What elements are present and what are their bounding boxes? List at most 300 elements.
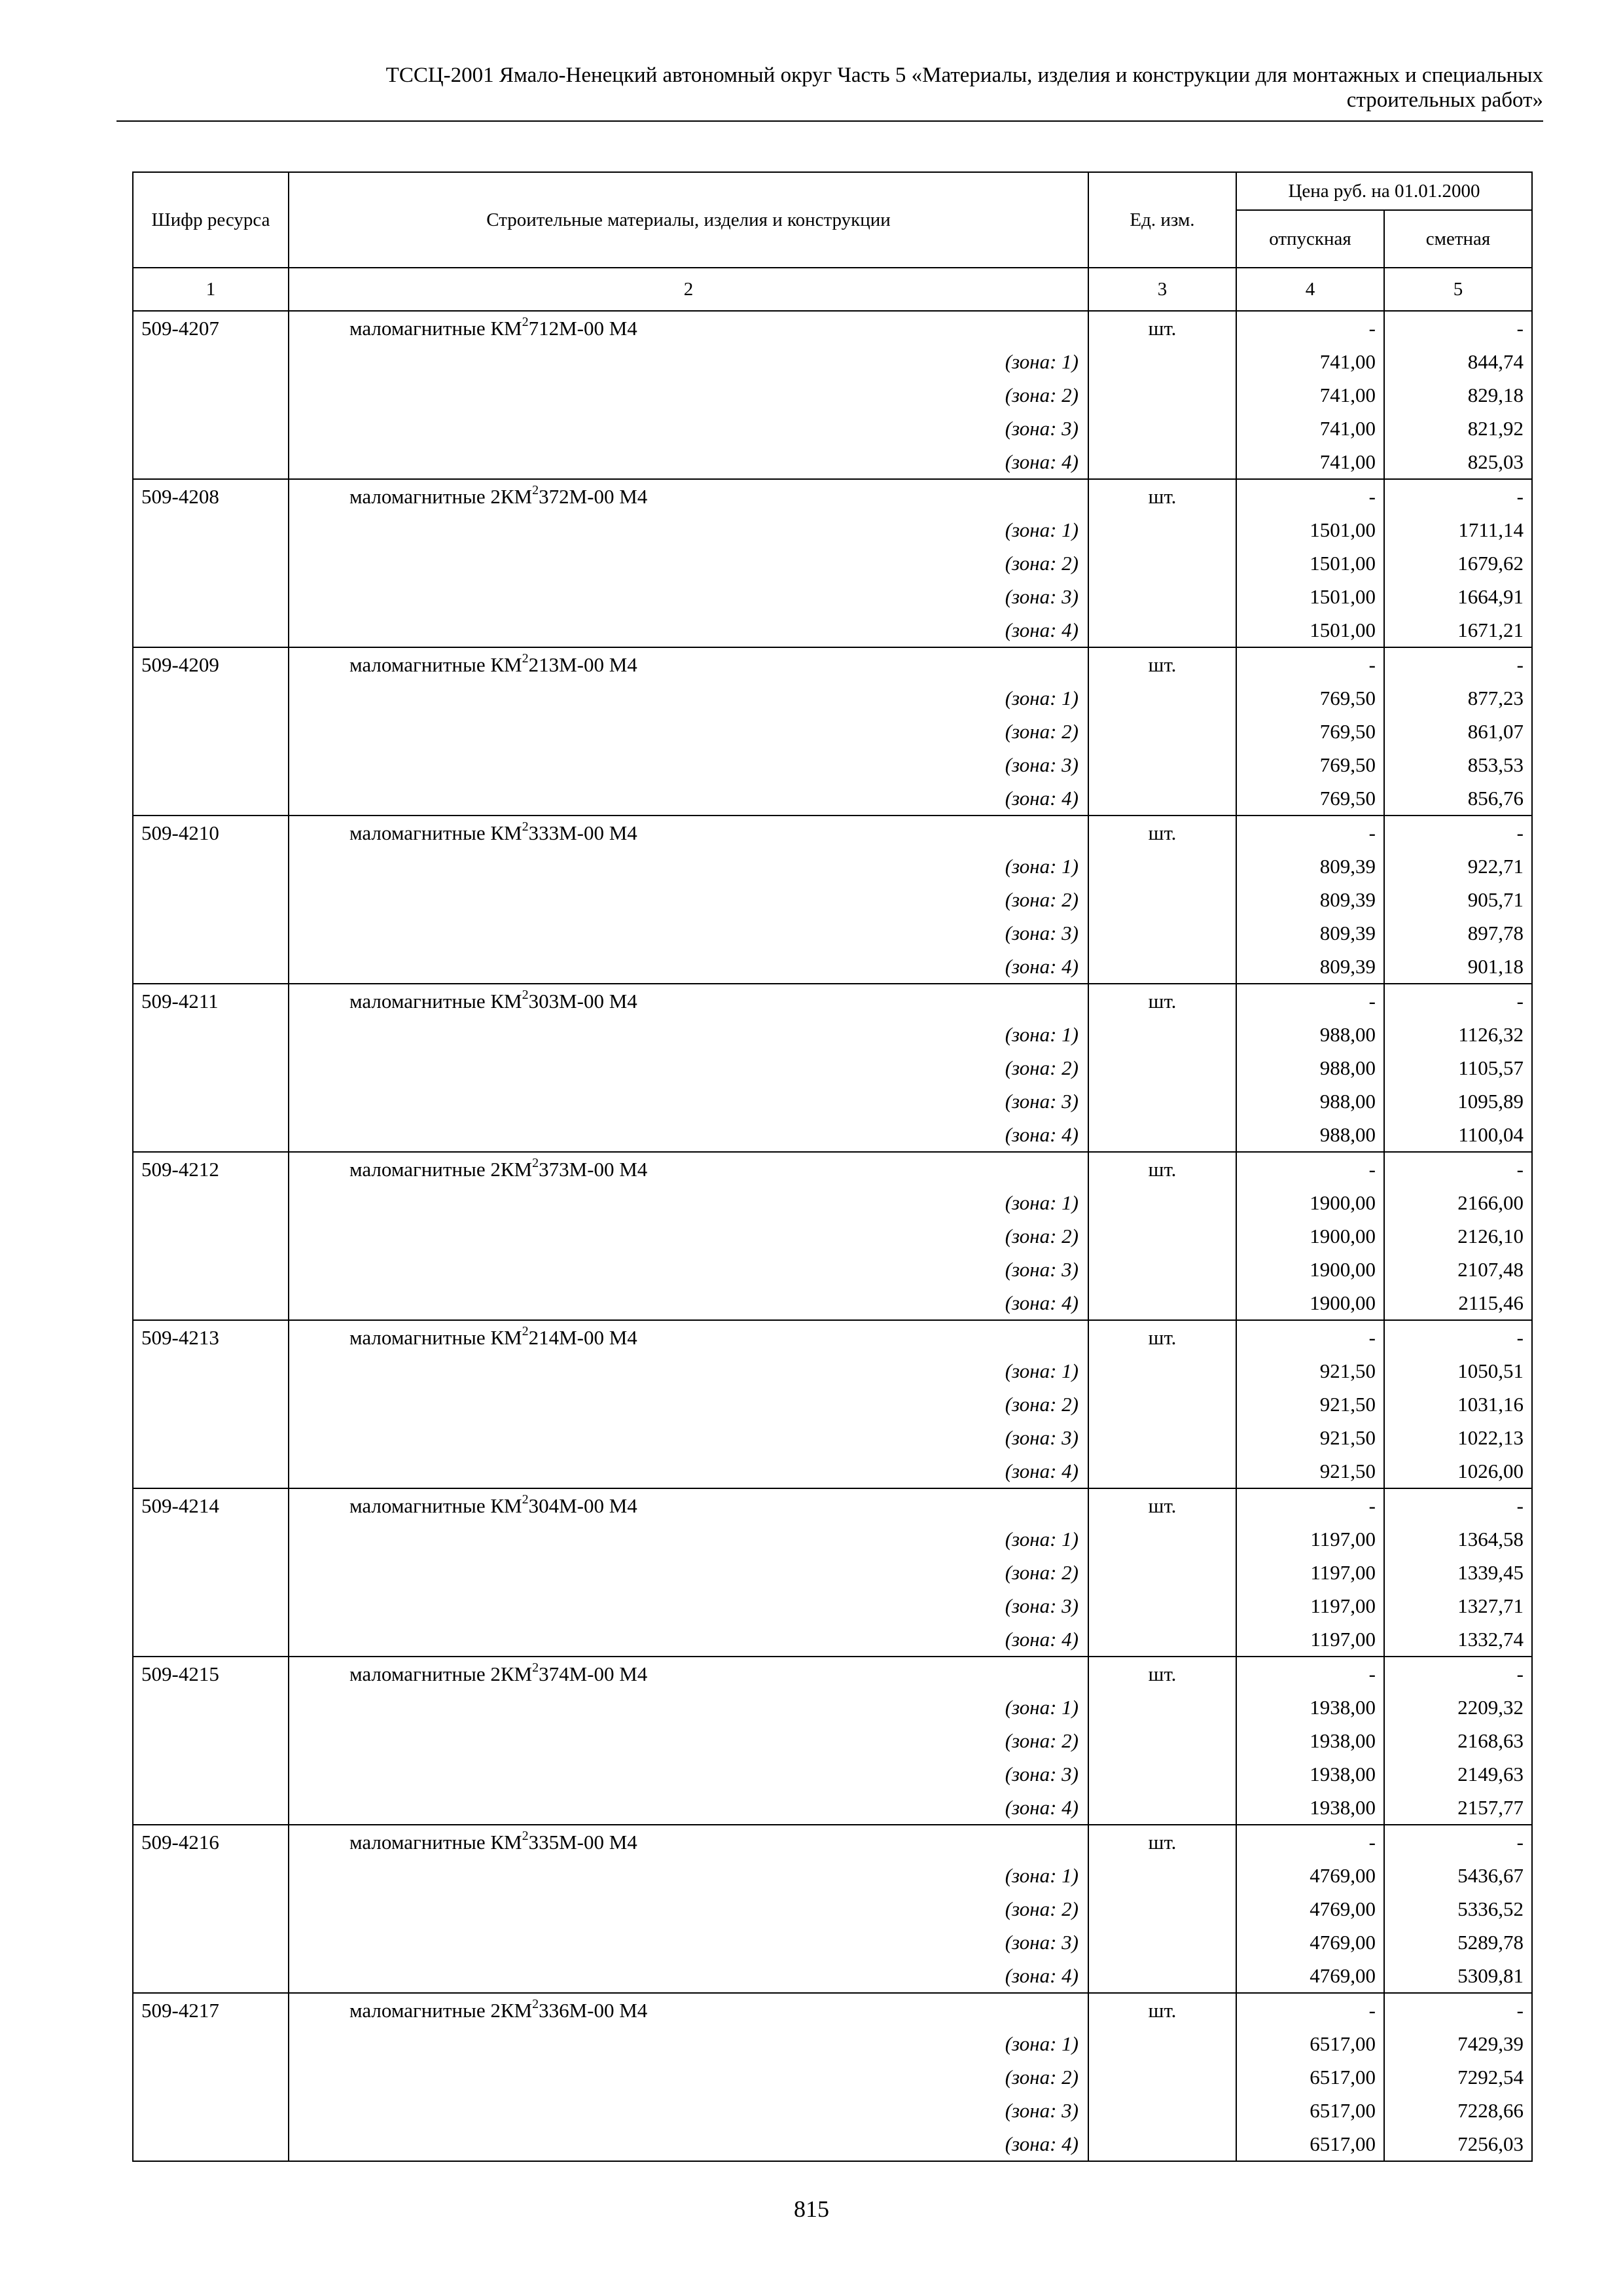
empty-cell (133, 1926, 289, 1959)
empty-cell (1088, 2094, 1236, 2127)
zone-release-price: 1197,00 (1236, 1589, 1384, 1623)
release-price: - (1236, 311, 1384, 345)
zone-estimate-price: 922,71 (1384, 850, 1532, 883)
empty-cell (1088, 580, 1236, 613)
zone-label: (зона: 3) (289, 1421, 1088, 1454)
col-number: 1 (133, 268, 289, 311)
zone-label: (зона: 4) (289, 1791, 1088, 1825)
zone-release-price: 4769,00 (1236, 1959, 1384, 1993)
zone-release-price: 741,00 (1236, 445, 1384, 479)
empty-cell (133, 781, 289, 816)
zone-release-price: 1900,00 (1236, 1286, 1384, 1320)
table-row (133, 1993, 1532, 2027)
item-name (289, 1993, 1088, 2027)
zone-release-price: 4769,00 (1236, 1892, 1384, 1926)
table-body (133, 311, 1532, 2161)
empty-cell (133, 513, 289, 547)
zone-estimate-price: 1679,62 (1384, 547, 1532, 580)
item-name-suffix: 335М-00 М4 (528, 1831, 637, 1854)
col-header-code: Шифр ресурса (133, 172, 289, 268)
zone-label: (зона: 2) (289, 715, 1088, 748)
zone-release-price: 4769,00 (1236, 1859, 1384, 1892)
col-header-unit: Ед. изм. (1088, 172, 1236, 268)
zone-row (133, 445, 1532, 479)
estimate-price: - (1384, 479, 1532, 513)
empty-cell (1088, 513, 1236, 547)
zone-release-price: 921,50 (1236, 1454, 1384, 1488)
empty-cell (133, 1186, 289, 1219)
zone-release-price: 6517,00 (1236, 2094, 1384, 2127)
zone-release-price: 741,00 (1236, 412, 1384, 445)
empty-cell (1088, 950, 1236, 984)
empty-cell (1088, 1421, 1236, 1454)
zone-label: (зона: 4) (289, 1959, 1088, 1993)
zone-label: (зона: 3) (289, 1757, 1088, 1791)
empty-cell (133, 950, 289, 984)
empty-cell (1088, 378, 1236, 412)
item-name (289, 1320, 1088, 1354)
empty-cell (1088, 1219, 1236, 1253)
item-name-superscript: 2 (532, 483, 539, 497)
zone-label: (зона: 2) (289, 1051, 1088, 1085)
item-name-suffix: 712М-00 М4 (528, 317, 637, 340)
table-row (133, 479, 1532, 513)
item-name (289, 479, 1088, 513)
empty-cell (1088, 1892, 1236, 1926)
zone-estimate-price: 2115,46 (1384, 1286, 1532, 1320)
empty-cell (133, 1118, 289, 1152)
zone-release-price: 4769,00 (1236, 1926, 1384, 1959)
empty-cell (133, 345, 289, 378)
unit-cell: шт. (1088, 1152, 1236, 1186)
resource-code: 509-4208 (133, 479, 289, 513)
zone-estimate-price: 5336,52 (1384, 1892, 1532, 1926)
empty-cell (1088, 1454, 1236, 1488)
empty-cell (133, 2127, 289, 2161)
zone-label: (зона: 1) (289, 1859, 1088, 1892)
zone-label: (зона: 1) (289, 2027, 1088, 2060)
zone-label: (зона: 4) (289, 1118, 1088, 1152)
zone-estimate-price: 2157,77 (1384, 1791, 1532, 1825)
empty-cell (1088, 1556, 1236, 1589)
empty-cell (1088, 1018, 1236, 1051)
estimate-price: - (1384, 1657, 1532, 1691)
empty-cell (133, 2027, 289, 2060)
unit-cell: шт. (1088, 1488, 1236, 1522)
empty-cell (133, 547, 289, 580)
item-name-prefix: маломагнитные КМ (349, 317, 522, 340)
empty-cell (1088, 1522, 1236, 1556)
zone-release-price: 1938,00 (1236, 1757, 1384, 1791)
empty-cell (133, 1556, 289, 1589)
zone-estimate-price: 1711,14 (1384, 513, 1532, 547)
estimate-price: - (1384, 816, 1532, 850)
item-name-prefix: маломагнитные КМ (349, 821, 522, 844)
zone-release-price: 1938,00 (1236, 1791, 1384, 1825)
item-name-prefix: маломагнитные КМ (349, 1326, 522, 1349)
zone-label: (зона: 2) (289, 547, 1088, 580)
zone-row (133, 1522, 1532, 1556)
zone-estimate-price: 5436,67 (1384, 1859, 1532, 1892)
zone-estimate-price: 2166,00 (1384, 1186, 1532, 1219)
zone-label: (зона: 1) (289, 513, 1088, 547)
item-name (289, 1825, 1088, 1859)
zone-estimate-price: 821,92 (1384, 412, 1532, 445)
zone-label: (зона: 4) (289, 613, 1088, 647)
table-row (133, 1488, 1532, 1522)
table-row (133, 1152, 1532, 1186)
zone-estimate-price: 2168,63 (1384, 1724, 1532, 1757)
zone-row (133, 412, 1532, 445)
zone-row (133, 1085, 1532, 1118)
zone-row (133, 1926, 1532, 1959)
zone-row (133, 1051, 1532, 1085)
zone-release-price: 769,50 (1236, 715, 1384, 748)
zone-row (133, 748, 1532, 781)
zone-release-price: 769,50 (1236, 748, 1384, 781)
empty-cell (1088, 1286, 1236, 1320)
table-row (133, 647, 1532, 681)
zone-label: (зона: 1) (289, 1186, 1088, 1219)
empty-cell (1088, 1388, 1236, 1421)
zone-estimate-price: 905,71 (1384, 883, 1532, 916)
zone-estimate-price: 1126,32 (1384, 1018, 1532, 1051)
zone-row (133, 1286, 1532, 1320)
empty-cell (1088, 2127, 1236, 2161)
zone-label: (зона: 3) (289, 1589, 1088, 1623)
price-table (132, 171, 1533, 2162)
zone-release-price: 1900,00 (1236, 1186, 1384, 1219)
unit-cell: шт. (1088, 647, 1236, 681)
zone-label: (зона: 1) (289, 1691, 1088, 1724)
zone-row (133, 1589, 1532, 1623)
empty-cell (133, 1691, 289, 1724)
zone-estimate-price: 1105,57 (1384, 1051, 1532, 1085)
unit-cell: шт. (1088, 816, 1236, 850)
zone-release-price: 6517,00 (1236, 2127, 1384, 2161)
zone-row (133, 513, 1532, 547)
empty-cell (133, 2060, 289, 2094)
zone-row (133, 916, 1532, 950)
release-price: - (1236, 1657, 1384, 1691)
resource-code: 509-4215 (133, 1657, 289, 1691)
item-name (289, 1488, 1088, 1522)
table-row (133, 816, 1532, 850)
release-price: - (1236, 816, 1384, 850)
zone-row (133, 378, 1532, 412)
item-name-prefix: маломагнитные 2КМ (349, 485, 533, 508)
zone-label: (зона: 1) (289, 345, 1088, 378)
unit-cell: шт. (1088, 1825, 1236, 1859)
zone-row (133, 1388, 1532, 1421)
empty-cell (1088, 1724, 1236, 1757)
zone-label: (зона: 3) (289, 2094, 1088, 2127)
zone-row (133, 1018, 1532, 1051)
zone-release-price: 769,50 (1236, 681, 1384, 715)
zone-label: (зона: 1) (289, 1354, 1088, 1388)
zone-estimate-price: 829,18 (1384, 378, 1532, 412)
zone-row (133, 345, 1532, 378)
zone-release-price: 988,00 (1236, 1118, 1384, 1152)
zone-label: (зона: 2) (289, 378, 1088, 412)
empty-cell (1088, 1859, 1236, 1892)
page-number: 815 (794, 2196, 829, 2222)
empty-cell (133, 1623, 289, 1657)
unit-cell: шт. (1088, 311, 1236, 345)
empty-cell (133, 1085, 289, 1118)
zone-label: (зона: 2) (289, 883, 1088, 916)
col-number: 5 (1384, 268, 1532, 311)
zone-row (133, 1959, 1532, 1993)
zone-estimate-price: 853,53 (1384, 748, 1532, 781)
zone-estimate-price: 1100,04 (1384, 1118, 1532, 1152)
empty-cell (1088, 2027, 1236, 2060)
zone-label: (зона: 1) (289, 850, 1088, 883)
zone-label: (зона: 4) (289, 1286, 1088, 1320)
zone-release-price: 1197,00 (1236, 1522, 1384, 1556)
zone-estimate-price: 1664,91 (1384, 580, 1532, 613)
header-line-2: строительных работ» (1346, 88, 1543, 112)
zone-release-price: 809,39 (1236, 850, 1384, 883)
zone-estimate-price: 1031,16 (1384, 1388, 1532, 1421)
table-row (133, 1657, 1532, 1691)
zone-release-price: 1197,00 (1236, 1623, 1384, 1657)
zone-row (133, 580, 1532, 613)
empty-cell (1088, 883, 1236, 916)
zone-row (133, 1691, 1532, 1724)
table-row (133, 1825, 1532, 1859)
release-price: - (1236, 984, 1384, 1018)
empty-cell (1088, 1589, 1236, 1623)
zone-label: (зона: 1) (289, 681, 1088, 715)
zone-label: (зона: 4) (289, 2127, 1088, 2161)
zone-estimate-price: 2126,10 (1384, 1219, 1532, 1253)
zone-estimate-price: 825,03 (1384, 445, 1532, 479)
zone-estimate-price: 877,23 (1384, 681, 1532, 715)
zone-label: (зона: 1) (289, 1522, 1088, 1556)
zone-estimate-price: 856,76 (1384, 781, 1532, 816)
estimate-price: - (1384, 1825, 1532, 1859)
empty-cell (133, 1589, 289, 1623)
col-number: 2 (289, 268, 1088, 311)
zone-release-price: 988,00 (1236, 1018, 1384, 1051)
empty-cell (1088, 1791, 1236, 1825)
item-name (289, 647, 1088, 681)
zone-release-price: 741,00 (1236, 378, 1384, 412)
item-name-superscript: 2 (532, 1660, 539, 1675)
zone-label: (зона: 2) (289, 1388, 1088, 1421)
zone-label: (зона: 3) (289, 412, 1088, 445)
empty-cell (133, 1018, 289, 1051)
empty-cell (133, 715, 289, 748)
empty-cell (133, 1757, 289, 1791)
zone-row (133, 1118, 1532, 1152)
zone-label: (зона: 3) (289, 580, 1088, 613)
item-name-suffix: 304М-00 М4 (528, 1494, 637, 1517)
empty-cell (133, 1286, 289, 1320)
zone-row (133, 1421, 1532, 1454)
item-name (289, 984, 1088, 1018)
zone-row (133, 1454, 1532, 1488)
item-name-prefix: маломагнитные 2КМ (349, 1999, 533, 2022)
item-name-superscript: 2 (532, 1997, 539, 2011)
empty-cell (1088, 850, 1236, 883)
zone-label: (зона: 2) (289, 1219, 1088, 1253)
zone-label: (зона: 2) (289, 1556, 1088, 1589)
zone-row (133, 2127, 1532, 2161)
empty-cell (133, 378, 289, 412)
zone-estimate-price: 1339,45 (1384, 1556, 1532, 1589)
item-name-suffix: 372М-00 М4 (539, 485, 648, 508)
item-name-superscript: 2 (522, 1324, 529, 1338)
zone-row (133, 1859, 1532, 1892)
empty-cell (133, 1959, 289, 1993)
zone-estimate-price: 7429,39 (1384, 2027, 1532, 2060)
zone-label: (зона: 3) (289, 1926, 1088, 1959)
item-name-prefix: маломагнитные КМ (349, 1831, 522, 1854)
col-number: 3 (1088, 268, 1236, 311)
item-name-superscript: 2 (532, 1156, 539, 1170)
empty-cell (133, 1724, 289, 1757)
empty-cell (1088, 748, 1236, 781)
zone-label: (зона: 4) (289, 781, 1088, 816)
item-name (289, 311, 1088, 345)
empty-cell (133, 1522, 289, 1556)
table-row (133, 311, 1532, 345)
zone-estimate-price: 5289,78 (1384, 1926, 1532, 1959)
resource-code: 509-4213 (133, 1320, 289, 1354)
estimate-price: - (1384, 1993, 1532, 2027)
zone-release-price: 921,50 (1236, 1421, 1384, 1454)
zone-row (133, 781, 1532, 816)
zone-row (133, 2060, 1532, 2094)
resource-code: 509-4212 (133, 1152, 289, 1186)
empty-cell (1088, 2060, 1236, 2094)
zone-estimate-price: 7228,66 (1384, 2094, 1532, 2127)
resource-code: 509-4210 (133, 816, 289, 850)
zone-estimate-price: 861,07 (1384, 715, 1532, 748)
zone-estimate-price: 7292,54 (1384, 2060, 1532, 2094)
zone-release-price: 1197,00 (1236, 1556, 1384, 1589)
empty-cell (1088, 715, 1236, 748)
empty-cell (133, 1253, 289, 1286)
zone-release-price: 1900,00 (1236, 1219, 1384, 1253)
zone-estimate-price: 5309,81 (1384, 1959, 1532, 1993)
zone-estimate-price: 1026,00 (1384, 1454, 1532, 1488)
empty-cell (1088, 1691, 1236, 1724)
zone-row (133, 850, 1532, 883)
item-name-prefix: маломагнитные 2КМ (349, 1662, 533, 1685)
empty-cell (133, 1791, 289, 1825)
zone-release-price: 921,50 (1236, 1388, 1384, 1421)
item-name (289, 1657, 1088, 1691)
empty-cell (133, 883, 289, 916)
empty-cell (1088, 1623, 1236, 1657)
unit-cell: шт. (1088, 1320, 1236, 1354)
zone-release-price: 809,39 (1236, 916, 1384, 950)
table-row (133, 1320, 1532, 1354)
resource-code: 509-4217 (133, 1993, 289, 2027)
table-row (133, 984, 1532, 1018)
item-name (289, 816, 1088, 850)
release-price: - (1236, 1993, 1384, 2027)
item-name-superscript: 2 (522, 819, 529, 834)
item-name-superscript: 2 (522, 651, 529, 666)
release-price: - (1236, 1152, 1384, 1186)
item-name-prefix: маломагнитные КМ (349, 990, 522, 1013)
empty-cell (133, 916, 289, 950)
zone-estimate-price: 2107,48 (1384, 1253, 1532, 1286)
zone-label: (зона: 1) (289, 1018, 1088, 1051)
empty-cell (1088, 1253, 1236, 1286)
release-price: - (1236, 647, 1384, 681)
zone-row (133, 613, 1532, 647)
estimate-price: - (1384, 1488, 1532, 1522)
resource-code: 509-4211 (133, 984, 289, 1018)
zone-estimate-price: 1364,58 (1384, 1522, 1532, 1556)
zone-release-price: 1938,00 (1236, 1691, 1384, 1724)
item-name (289, 1152, 1088, 1186)
empty-cell (1088, 1959, 1236, 1993)
empty-cell (133, 2094, 289, 2127)
zone-label: (зона: 2) (289, 1892, 1088, 1926)
empty-cell (1088, 916, 1236, 950)
item-name-suffix: 214М-00 М4 (528, 1326, 637, 1349)
empty-cell (133, 1219, 289, 1253)
release-price: - (1236, 479, 1384, 513)
item-name-suffix: 333М-00 М4 (528, 821, 637, 844)
zone-estimate-price: 1050,51 (1384, 1354, 1532, 1388)
empty-cell (1088, 1051, 1236, 1085)
empty-cell (1088, 1926, 1236, 1959)
unit-cell: шт. (1088, 1657, 1236, 1691)
empty-cell (1088, 412, 1236, 445)
estimate-price: - (1384, 1320, 1532, 1354)
zone-row (133, 1354, 1532, 1388)
item-name-superscript: 2 (522, 1492, 529, 1507)
col-header-price: Цена руб. на 01.01.2000 (1236, 172, 1532, 210)
resource-code: 509-4209 (133, 647, 289, 681)
zone-release-price: 809,39 (1236, 950, 1384, 984)
zone-label: (зона: 4) (289, 1454, 1088, 1488)
zone-row (133, 1623, 1532, 1657)
unit-cell: шт. (1088, 479, 1236, 513)
item-name-superscript: 2 (522, 1829, 529, 1843)
zone-release-price: 1501,00 (1236, 613, 1384, 647)
zone-row (133, 1724, 1532, 1757)
zone-label: (зона: 3) (289, 916, 1088, 950)
header-rule (116, 120, 1543, 122)
empty-cell (133, 580, 289, 613)
zone-row (133, 1253, 1532, 1286)
zone-row (133, 1791, 1532, 1825)
empty-cell (133, 1051, 289, 1085)
zone-release-price: 1938,00 (1236, 1724, 1384, 1757)
empty-cell (133, 748, 289, 781)
zone-release-price: 6517,00 (1236, 2027, 1384, 2060)
col-header-release: отпускная (1236, 210, 1384, 268)
empty-cell (133, 1454, 289, 1488)
zone-row (133, 1556, 1532, 1589)
zone-estimate-price: 2149,63 (1384, 1757, 1532, 1791)
empty-cell (1088, 1118, 1236, 1152)
zone-estimate-price: 2209,32 (1384, 1691, 1532, 1724)
zone-release-price: 6517,00 (1236, 2060, 1384, 2094)
item-name-prefix: маломагнитные КМ (349, 1494, 522, 1517)
zone-label: (зона: 4) (289, 1623, 1088, 1657)
item-name-suffix: 373М-00 М4 (539, 1158, 648, 1181)
empty-cell (1088, 1186, 1236, 1219)
